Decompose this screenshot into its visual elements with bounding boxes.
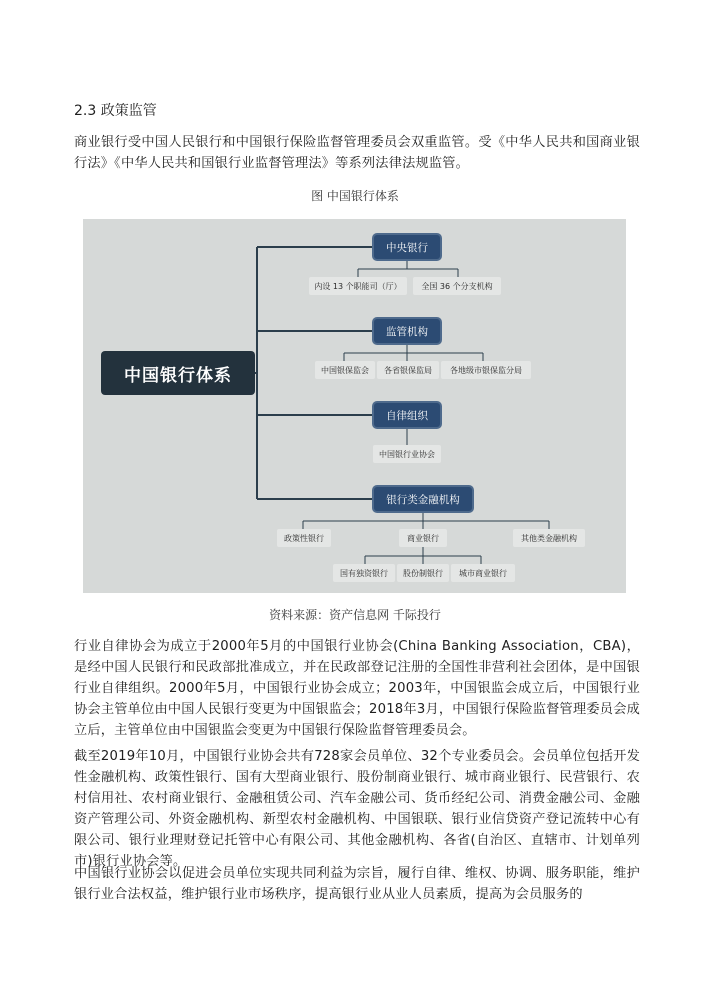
leaf-policy-banks: 政策性银行 — [277, 529, 331, 547]
node-banking-institutions: 银行类金融机构 — [374, 487, 472, 511]
bank-system-diagram — [83, 219, 626, 593]
leaf-departments: 内设 13 个职能司（厅） — [309, 277, 407, 295]
paragraph-members: 截至2019年10月，中国银行业协会共有728家会员单位、32个专业委员会。会员单位包括开发性金融机构、政策性银行、国有大型商业银行、股份制商业银行、城市商业银行、民营银行、农村信用社、农村商业银行、金融租赁公司、汽车金融公司、货币经纪公司、消费金融公司、金融资产管理公司、外资金融机构、新型农村金融机构、中国银联、银行业信贷资产登记流转中心有限公司、银行业理财登记托管中心有限公司、其他金融机构、各省(自治区、直辖市、计划单列市)银行业协会等。 — [74, 749, 640, 869]
leaf-provincial-bureaus: 各省银保监局 — [377, 361, 439, 379]
leaf-cba: 中国银行业协会 — [373, 445, 441, 463]
paragraph-cba-history: 行业自律协会为成立于2000年5月的中国银行业协会(China Banking Association，CBA)，是经中国人民银行和民政部批准成立，并在民政部登记注册的全国性非营利社会团体，是中国银行业自律组织。2000年5月，中国银行业协会成立；2003年，中国银监会成立后，中国银行业协会主管单位由中国人民银行变更为中国银监会；2018年3月，中国银行保险监督管理委员会成立后，主管单位由中国银监会变更为中国银行保险监督管理委员会。 — [74, 639, 640, 738]
leaf-state-owned: 国有独资银行 — [333, 564, 395, 582]
node-central-bank: 中央银行 — [374, 235, 440, 259]
figure-source: 资料来源：资产信息网 千际投行 — [269, 608, 441, 622]
paragraph-mission: 中国银行业协会以促进会员单位实现共同利益为宗旨，履行自律、维权、协调、服务职能，维护银行业合法权益，维护银行业市场秩序，提高银行业从业人员素质，提高为会员服务的 — [74, 866, 640, 902]
figure-title: 图 中国银行体系 — [311, 189, 399, 203]
leaf-city-commercial: 城市商业银行 — [451, 564, 515, 582]
intro-paragraph: 商业银行受中国人民银行和中国银行保险监督管理委员会双重监管。受《中华人民共和国商业银行法》《中华人民共和国银行业监督管理法》等系列法律法规监管。 — [74, 135, 640, 171]
leaf-commercial-banks: 商业银行 — [399, 529, 447, 547]
leaf-cbirc: 中国银保监会 — [315, 361, 375, 379]
section-heading: 2.3 政策监管 — [74, 103, 157, 119]
leaf-branches: 全国 36 个分支机构 — [413, 277, 501, 295]
leaf-joint-stock: 股份制银行 — [397, 564, 449, 582]
node-self-regulatory: 自律组织 — [374, 403, 440, 427]
node-regulators: 监管机构 — [374, 319, 440, 343]
leaf-other-institutions: 其他类金融机构 — [513, 529, 585, 547]
leaf-city-offices: 各地级市银保监分局 — [441, 361, 531, 379]
root-node: 中国银行体系 — [101, 351, 255, 395]
